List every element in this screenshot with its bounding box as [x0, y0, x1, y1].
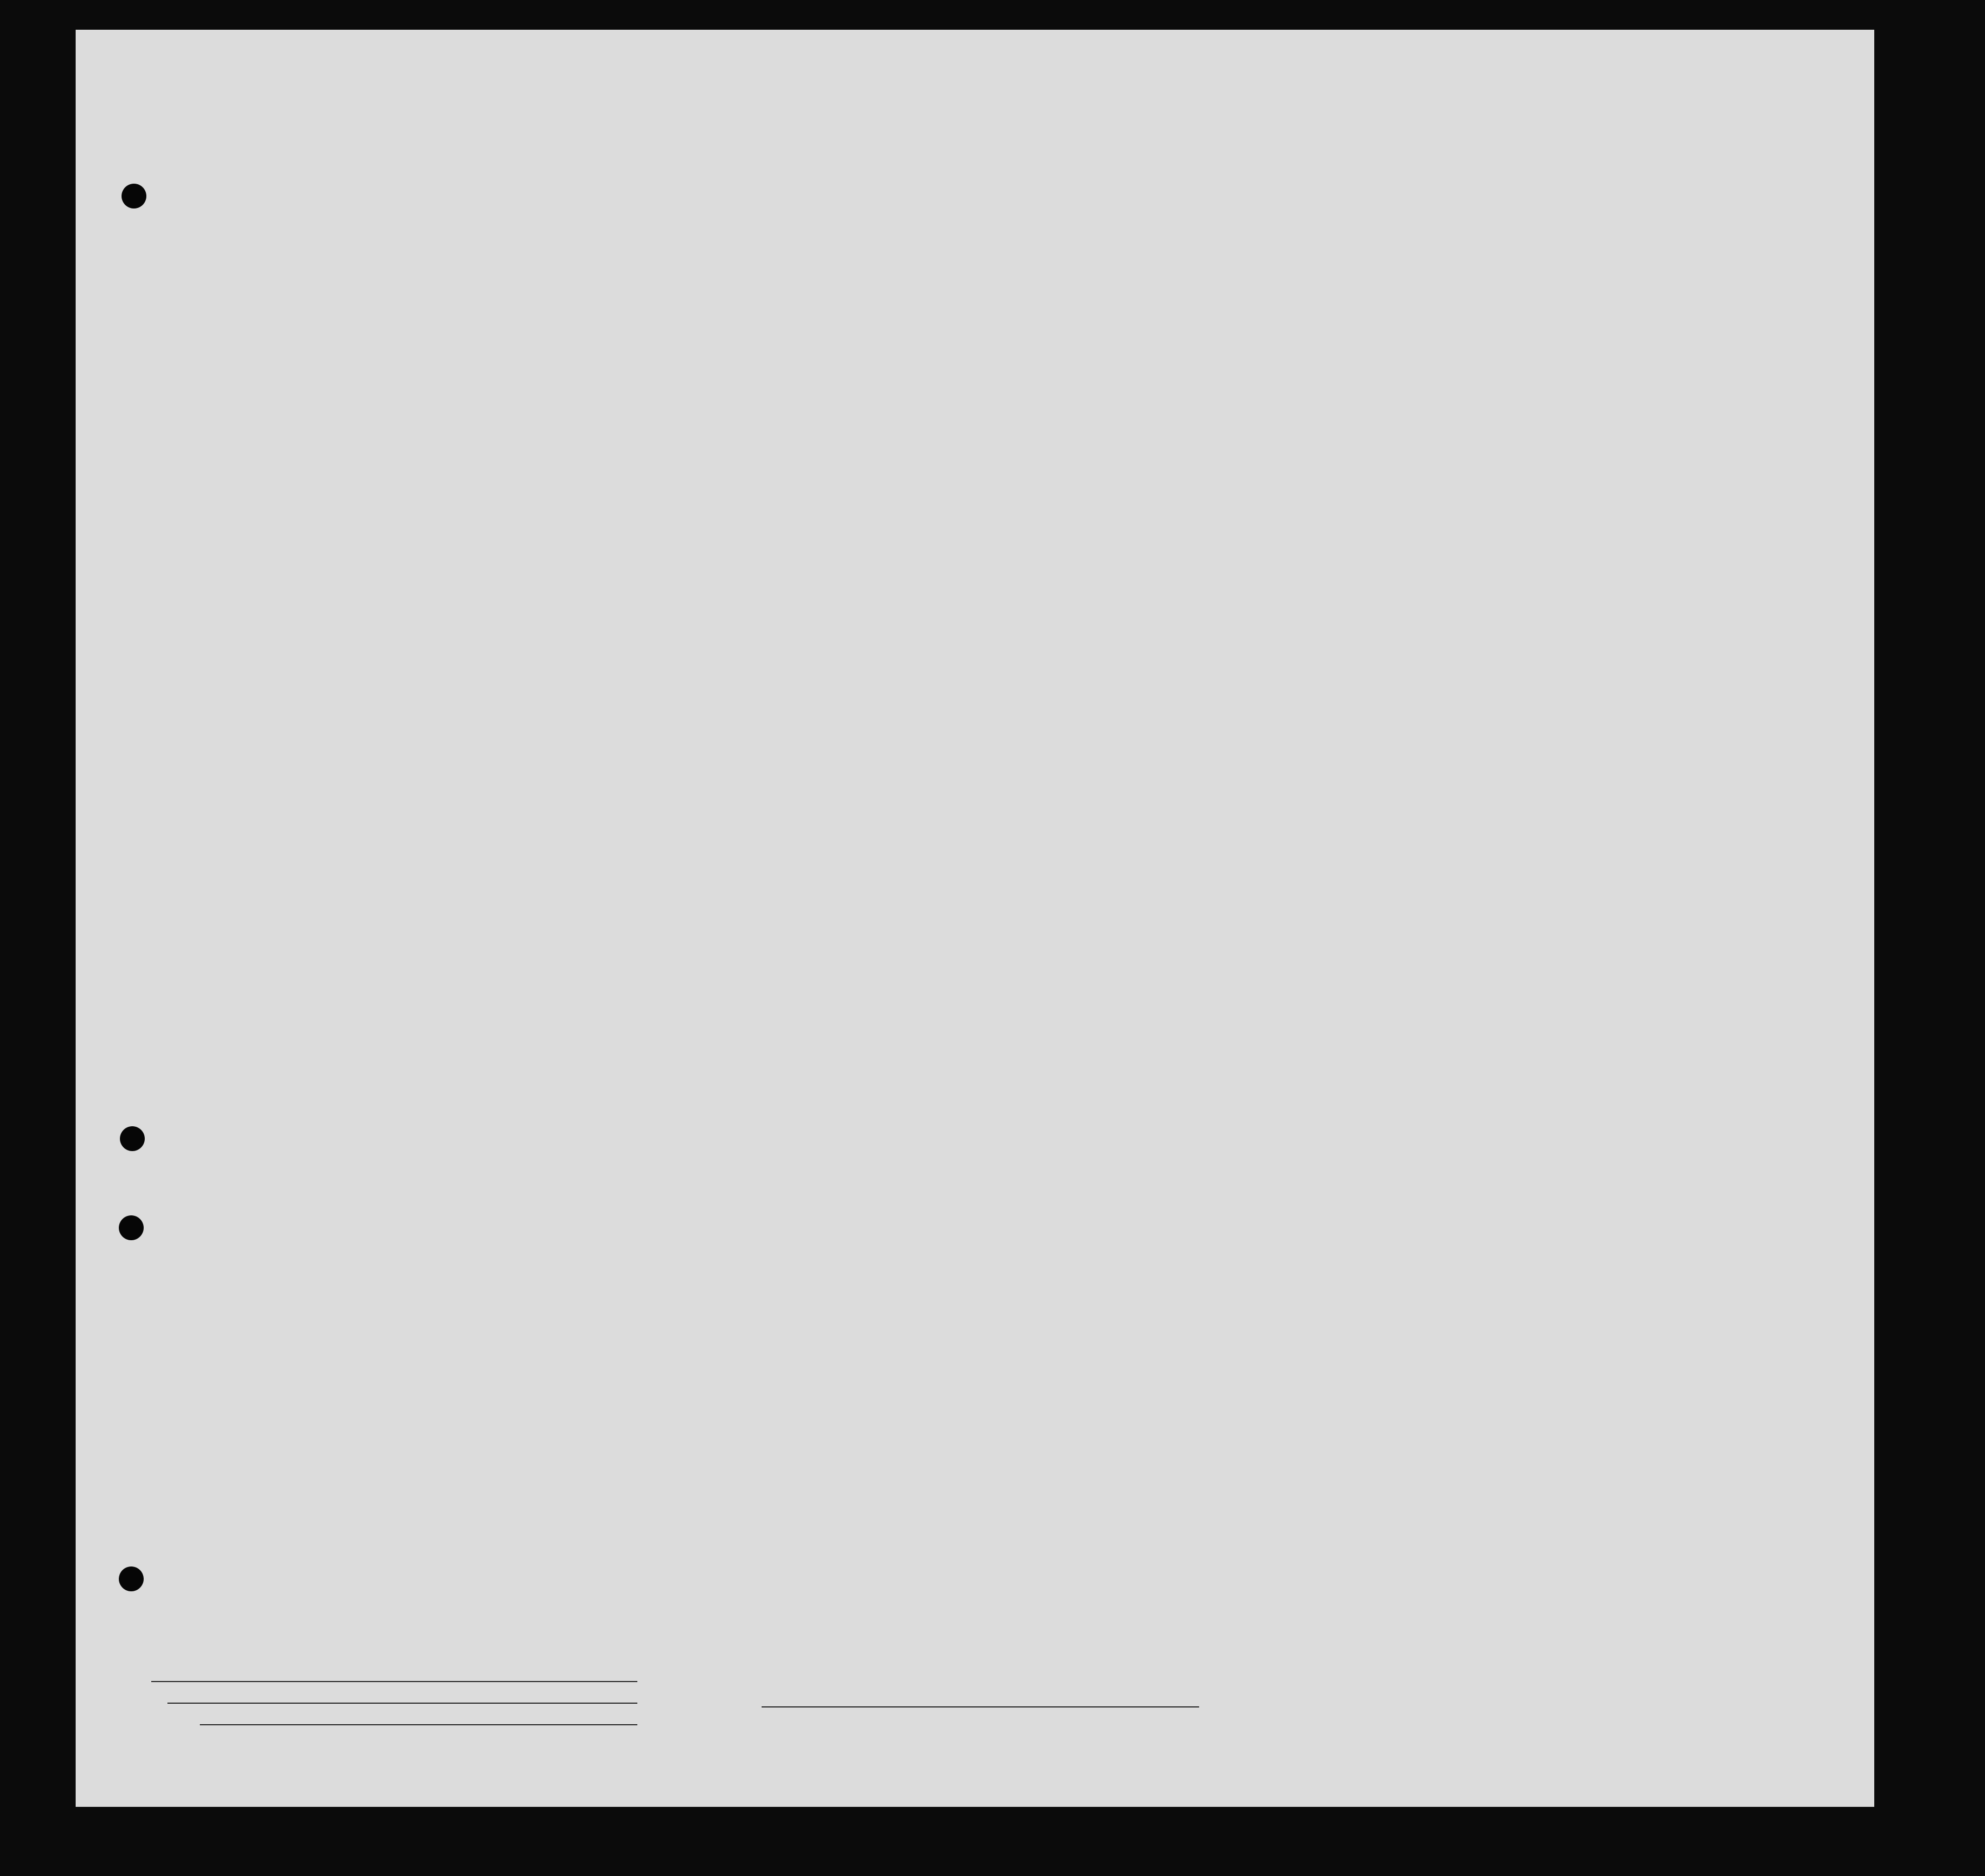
check-marks	[76, 30, 1874, 1807]
punch-hole	[120, 1126, 145, 1151]
punch-hole	[122, 184, 146, 209]
footer-rules	[130, 1677, 643, 1726]
punch-hole	[119, 1566, 144, 1591]
signature-rule	[762, 1704, 1199, 1710]
punch-hole	[119, 1215, 144, 1240]
manifest-sheet	[76, 30, 1874, 1807]
